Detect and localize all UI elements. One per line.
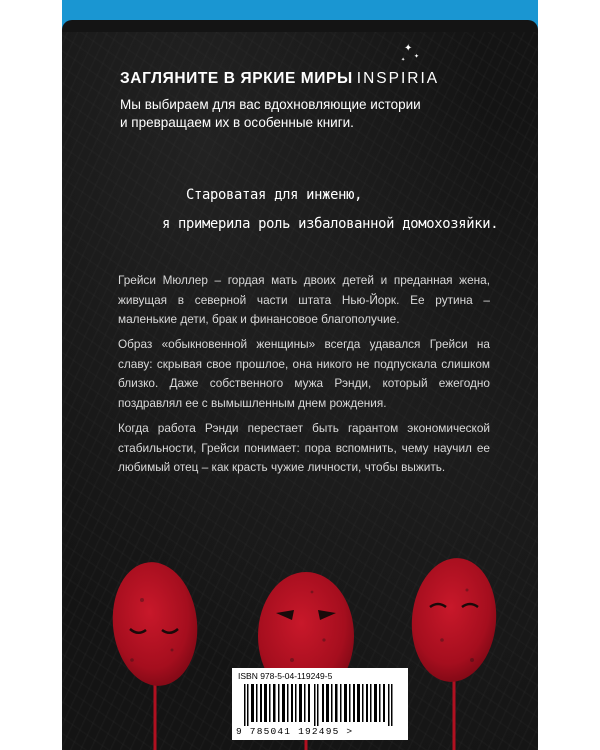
- book-back-cover: ✦ ✦ ✦ ЗАГЛЯНИТЕ В ЯРКИЕ МИРЫ INSPIRIA Мы выбираем для вас вдохновляющие истории и превращаем их в особенные книги. Староватая для инженю, я примерила роль избалованной домохозяйки. Грейси Мюллер – гордая мать двоих детей и преданная жена, живущая в северной части штата Нью-Йорк. Ее рутина – маленькие дети, брак и финансовое благополучие. Образ «обыкновенной женщины» всегда удавался Грейси на славу: скрывая свое прошлое, она никого не подпускала слишком близко. Даже собственного мужа Рэнди, который ежегодно поздравлял ее с вымышленным днем рождения. Когда работа Рэнди перестает быть гарантом экономической стабильности, Грейси понимает: пора вспомнить, чему научил ее любимый отец – как красть чужие личности, чтобы выжить. ISBN 978-5-04-119249-5 9 785041 192495 >: [62, 0, 538, 750]
- subtitle-line-2: и превращаем их в особенные книги.: [120, 115, 354, 130]
- barcode-label: [232, 668, 408, 740]
- red-mask-icon: [407, 555, 501, 750]
- quote-line-1: Староватая для инженю,: [186, 187, 363, 203]
- quote-line-2: я примерила роль избалованной домохозяйки.: [162, 216, 499, 232]
- red-mask-icon: [107, 558, 204, 750]
- blurb-paragraph-1: Грейси Мюллер – гордая мать двоих детей и преданная жена, живущая в северной части штата Нью-Йорк. Ее рутина – маленькие дети, брак и финансовое благополучие.: [118, 273, 490, 326]
- headline-title: ЗАГЛЯНИТЕ В ЯРКИЕ МИРЫ: [120, 70, 353, 87]
- barcode-digits: 9 785041 192495 >: [236, 726, 354, 737]
- publisher-subtitle: [120, 96, 520, 132]
- publisher-headline: [120, 70, 439, 88]
- subtitle-line-1: Мы выбираем для вас вдохновляющие истории: [120, 97, 421, 112]
- top-band-curve: [62, 20, 538, 32]
- brand-name: INSPIRIA: [356, 70, 440, 87]
- isbn-text: ISBN 978-5-04-119249-5: [238, 671, 333, 681]
- blurb-paragraph-2: Образ «обыкновенной женщины» всегда удавался Грейси на славу: скрывая свое прошлое, она никого не подпускала слишком близко. Даже собственного мужа Рэнди, который ежегодно поздравлял ее с вымышленным днем рождения.: [118, 337, 490, 410]
- barcode-bars: [244, 684, 396, 726]
- blurb-paragraph-3: Когда работа Рэнди перестает быть гарантом экономической стабильности, Грейси понимает: пора вспомнить, чему научил ее любимый отец – как красть чужие личности, чтобы выжить.: [118, 421, 490, 474]
- handwritten-quote: [162, 181, 538, 239]
